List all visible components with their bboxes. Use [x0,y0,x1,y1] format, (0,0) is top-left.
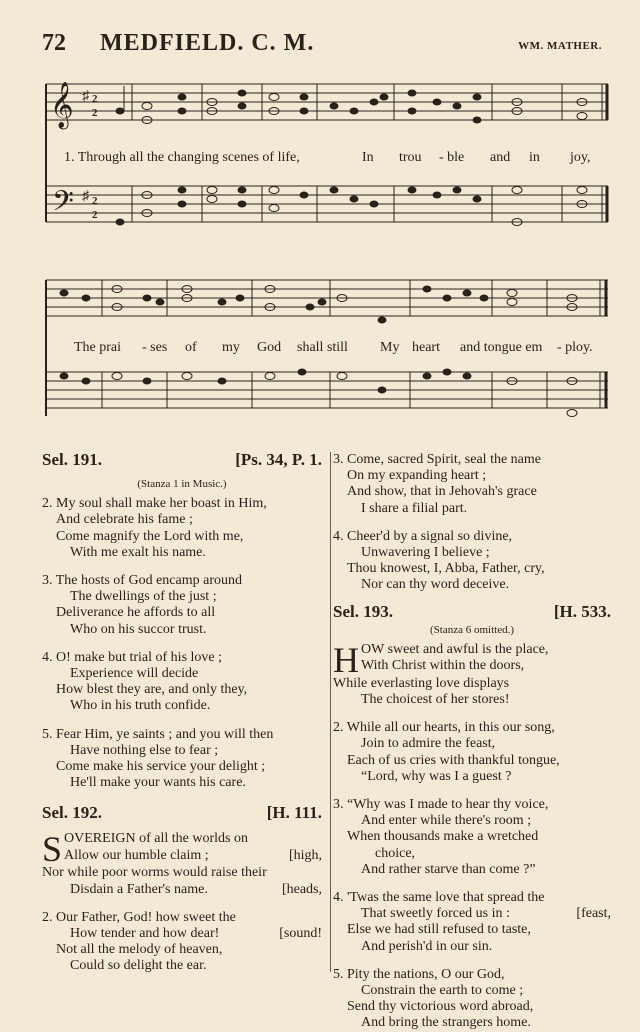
stanza-note: (Stanza 1 in Music.) [137,478,227,490]
hymn-line: “Lord, why was I a guest ? [361,768,512,784]
lyric-word: of [185,340,197,355]
hymn-turnover: [heads, [281,881,322,897]
hymn-line: Unwavering I believe ; [361,545,490,561]
hymn-line: 4. O! make but trial of his love ; [42,649,223,665]
hymn-line: OW sweet and awful is the place, [361,641,549,657]
stanza-note: (Stanza 6 omitted.) [429,623,514,636]
column-divider [330,452,331,972]
hymn-line-wrap [333,906,611,922]
hymn-turnover: [sound! [279,926,322,942]
hymn-line: Come make his service your delight ; [56,759,266,775]
hymn-line: 3. “Why was I made to hear thy voice, [333,797,549,813]
selection-reference: [H. 533. [553,601,611,621]
hymn-line: 4. 'Twas the same love that spread the [333,890,545,906]
lyric-word: God [257,340,282,355]
lyric-word: 1. Through all the changing scenes of life, [64,150,300,165]
hymn-line: That sweetly forced us in : [361,906,510,922]
hymn-line: 2. My soul shall make her boast in Him, [42,496,267,512]
hymn-line: On my expanding heart ; [347,468,487,484]
selection-label: Sel. 192. [42,803,102,823]
hymn-line-wrap [42,882,322,898]
selection-label: Sel. 191. [42,450,102,469]
hymn-line: And bring the strangers home. [361,1015,531,1031]
hymn-line: choice, [375,845,416,861]
hymn-line: 5. Fear Him, ye saints ; and you will then [42,726,274,742]
hymn-line: Deliverance he affords to all [56,605,216,621]
svg-text:2: 2 [92,195,98,207]
hymn-line: Else we had still refused to taste, [347,922,531,938]
hymn-line: Not all the melody of heaven, [56,942,223,958]
hymn-line: 3. Come, sacred Spirit, seal the name [333,452,541,467]
selection-heading-192 [42,805,322,827]
lyric-word: in [529,150,540,165]
hymn-line: And show, that in Jehovah's grace [347,484,537,500]
hymn-line: Could so delight the ear. [70,958,207,974]
svg-text:2: 2 [92,93,98,105]
lyric-word: my [222,340,240,355]
drop-cap: S [42,829,63,870]
hymn-line: How tender and how dear! [70,926,220,942]
selection-reference: [Ps. 34, P. 1. [235,450,322,469]
hymn-line: Join to admire the feast, [361,736,496,752]
lyric-word: My [380,340,400,355]
hymn-line: Constrain the earth to come ; [361,983,524,999]
hymn-line: The dwellings of the just ; [70,589,217,605]
hymn-line: Send thy victorious word abroad, [347,999,534,1015]
music-system-2 [42,268,610,438]
hymn-line: And perish'd in our sin. [361,938,493,954]
svg-text:2: 2 [92,209,98,221]
lyric-word: - ses [142,340,168,355]
hymn-line: 4. Cheer'd by a signal so divine, [333,528,513,544]
svg-text:2: 2 [92,107,98,119]
hymn-193-stanza-1 [333,639,611,708]
hymn-line: Nor can thy word deceive. [361,577,510,593]
svg-text:𝄢: 𝄢 [52,185,74,225]
hymn-line: Nor while poor worms would raise their [42,865,267,881]
lyric-word: heart [412,340,440,355]
hymn-line: Experience will decide [70,666,199,682]
drop-cap: H [333,639,359,680]
hymn-line: OVEREIGN of all the worlds on [64,831,248,847]
hymn-line: Who on his succor trust. [70,621,207,637]
hymn-line: 5. Pity the nations, O our God, [333,966,505,982]
music-system-1 [42,78,610,248]
lyric-word: joy, [570,150,591,165]
composer-name: WM. MATHER. [518,40,602,52]
left-column [42,452,322,975]
hymn-line: Who in his truth confide. [70,698,211,714]
page-number: 72 [42,30,66,56]
svg-text:♯: ♯ [82,189,89,204]
hymn-line: He'll make your wants his care. [70,775,246,791]
right-column [333,452,611,1032]
hymn-turnover: [high, [288,847,322,863]
lyric-word: shall still [297,340,348,355]
hymn-line: 2. While all our hearts, in this our song, [333,720,555,736]
lyric-word: - ploy. [557,340,593,355]
hymn-line: I share a filial part. [361,500,468,516]
svg-text:♯: ♯ [82,89,89,104]
hymn-line: 3. The hosts of God encamp around [42,573,242,589]
hymn-line: Come magnify the Lord with me, [56,528,244,544]
selection-reference: [H. 111. [266,803,322,823]
lyric-word: trou [399,150,422,165]
hymn-line: Allow our humble claim ; [64,847,209,863]
hymn-line: And celebrate his fame ; [56,512,193,528]
lyric-word: - ble [439,150,465,165]
hymn-line: 2. Our Father, God! how sweet the [42,909,236,925]
hymn-line: Disdain a Father's name. [70,881,208,897]
lyric-word: and [490,150,511,165]
hymn-192-stanza-1 [42,831,322,897]
hymn-line: The choicest of her stores! [361,692,510,708]
hymn-line-wrap [42,926,322,942]
hymn-line: Have nothing else to fear ; [70,742,219,758]
hymn-line: While everlasting love displays [333,675,510,691]
lyric-word: The prai [74,340,122,355]
selection-label: Sel. 193. [333,601,393,621]
hymn-line: How blest they are, and only they, [56,682,248,698]
page-header [42,30,602,60]
hymn-line: Thou knowest, I, Abba, Father, cry, [347,561,545,577]
hymn-line: And rather starve than come ?” [361,861,536,877]
hymn-line: With Christ within the doors, [361,658,525,674]
hymn-line: When thousands make a wretched [347,829,539,845]
selection-heading-191 [42,452,322,474]
hymn-line: And enter while there's room ; [361,813,532,829]
hymn-line: Each of us cries with thankful tongue, [347,752,560,768]
lyric-word: In [362,150,374,165]
lyric-word: and tongue em [460,340,543,355]
svg-text:𝄞: 𝄞 [50,82,74,128]
hymn-line: With me exalt his name. [70,544,206,560]
tune-title: MEDFIELD. C. M. [100,30,315,56]
hymn-turnover: [feast, [576,906,611,922]
hymn-line-wrap [42,848,322,864]
